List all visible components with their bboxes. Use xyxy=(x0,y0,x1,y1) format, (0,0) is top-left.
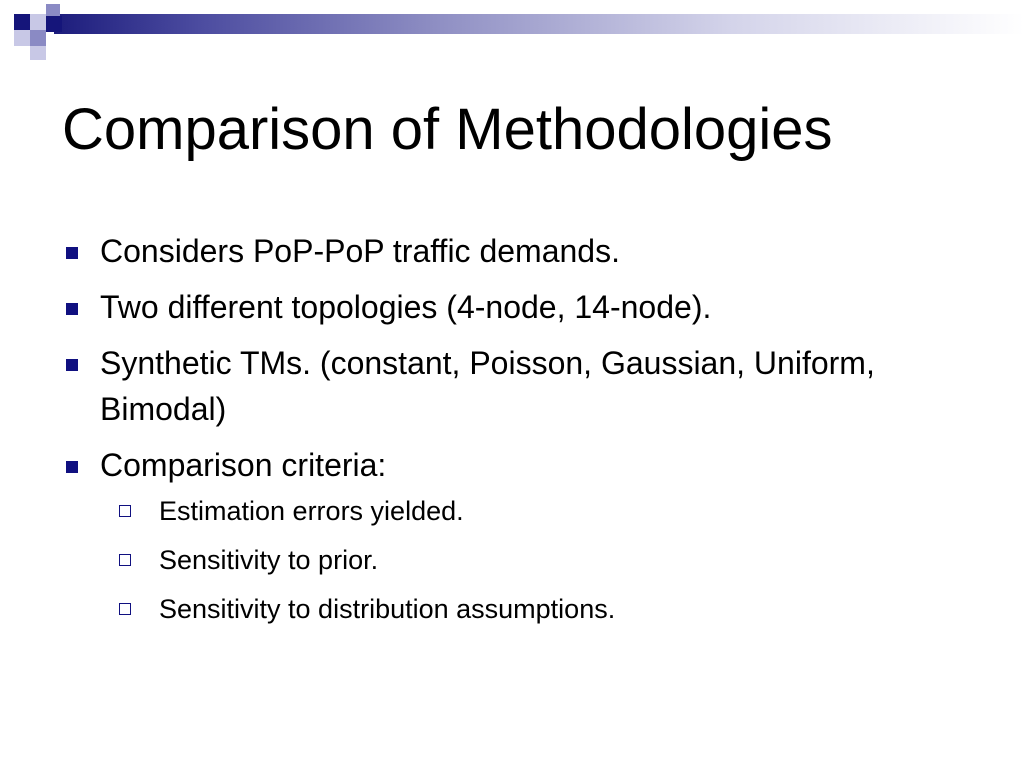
square-bullet-icon xyxy=(66,303,78,315)
header-decoration xyxy=(0,0,1024,60)
decor-square xyxy=(46,16,62,32)
hollow-square-bullet-icon xyxy=(119,554,131,566)
bullet-text: Considers PoP-PoP traffic demands. xyxy=(100,233,620,269)
hollow-square-bullet-icon xyxy=(119,603,131,615)
bullet-item xyxy=(62,284,962,330)
bullet-item xyxy=(62,340,962,432)
decor-square xyxy=(46,4,60,16)
sub-bullet-item xyxy=(114,590,962,628)
sub-bullet-item xyxy=(114,492,962,530)
hollow-square-bullet-icon xyxy=(119,505,131,517)
square-bullet-icon xyxy=(66,359,78,371)
sub-bullet-list xyxy=(100,492,962,628)
square-bullet-icon xyxy=(66,247,78,259)
sub-bullet-item xyxy=(114,541,962,579)
bullet-item xyxy=(62,442,962,628)
slide-title: Comparison of Methodologies xyxy=(62,97,833,162)
decor-square xyxy=(30,14,46,30)
sub-bullet-text: Estimation errors yielded. xyxy=(159,496,464,526)
decor-square xyxy=(30,46,46,60)
sub-bullet-text: Sensitivity to distribution assumptions. xyxy=(159,594,616,624)
bullet-text: Two different topologies (4-node, 14-node). xyxy=(100,289,712,325)
square-bullet-icon xyxy=(66,461,78,473)
bullet-text: Comparison criteria: xyxy=(100,447,387,483)
decor-square xyxy=(14,30,30,46)
bullet-text: Synthetic TMs. (constant, Poisson, Gaussian, Uniform, Bimodal) xyxy=(100,345,875,427)
decor-square xyxy=(30,30,46,46)
decor-square xyxy=(14,14,30,30)
sub-bullet-text: Sensitivity to prior. xyxy=(159,545,379,575)
bullet-item xyxy=(62,228,962,274)
header-gradient-bar xyxy=(54,14,1024,34)
bullet-list xyxy=(62,228,962,639)
